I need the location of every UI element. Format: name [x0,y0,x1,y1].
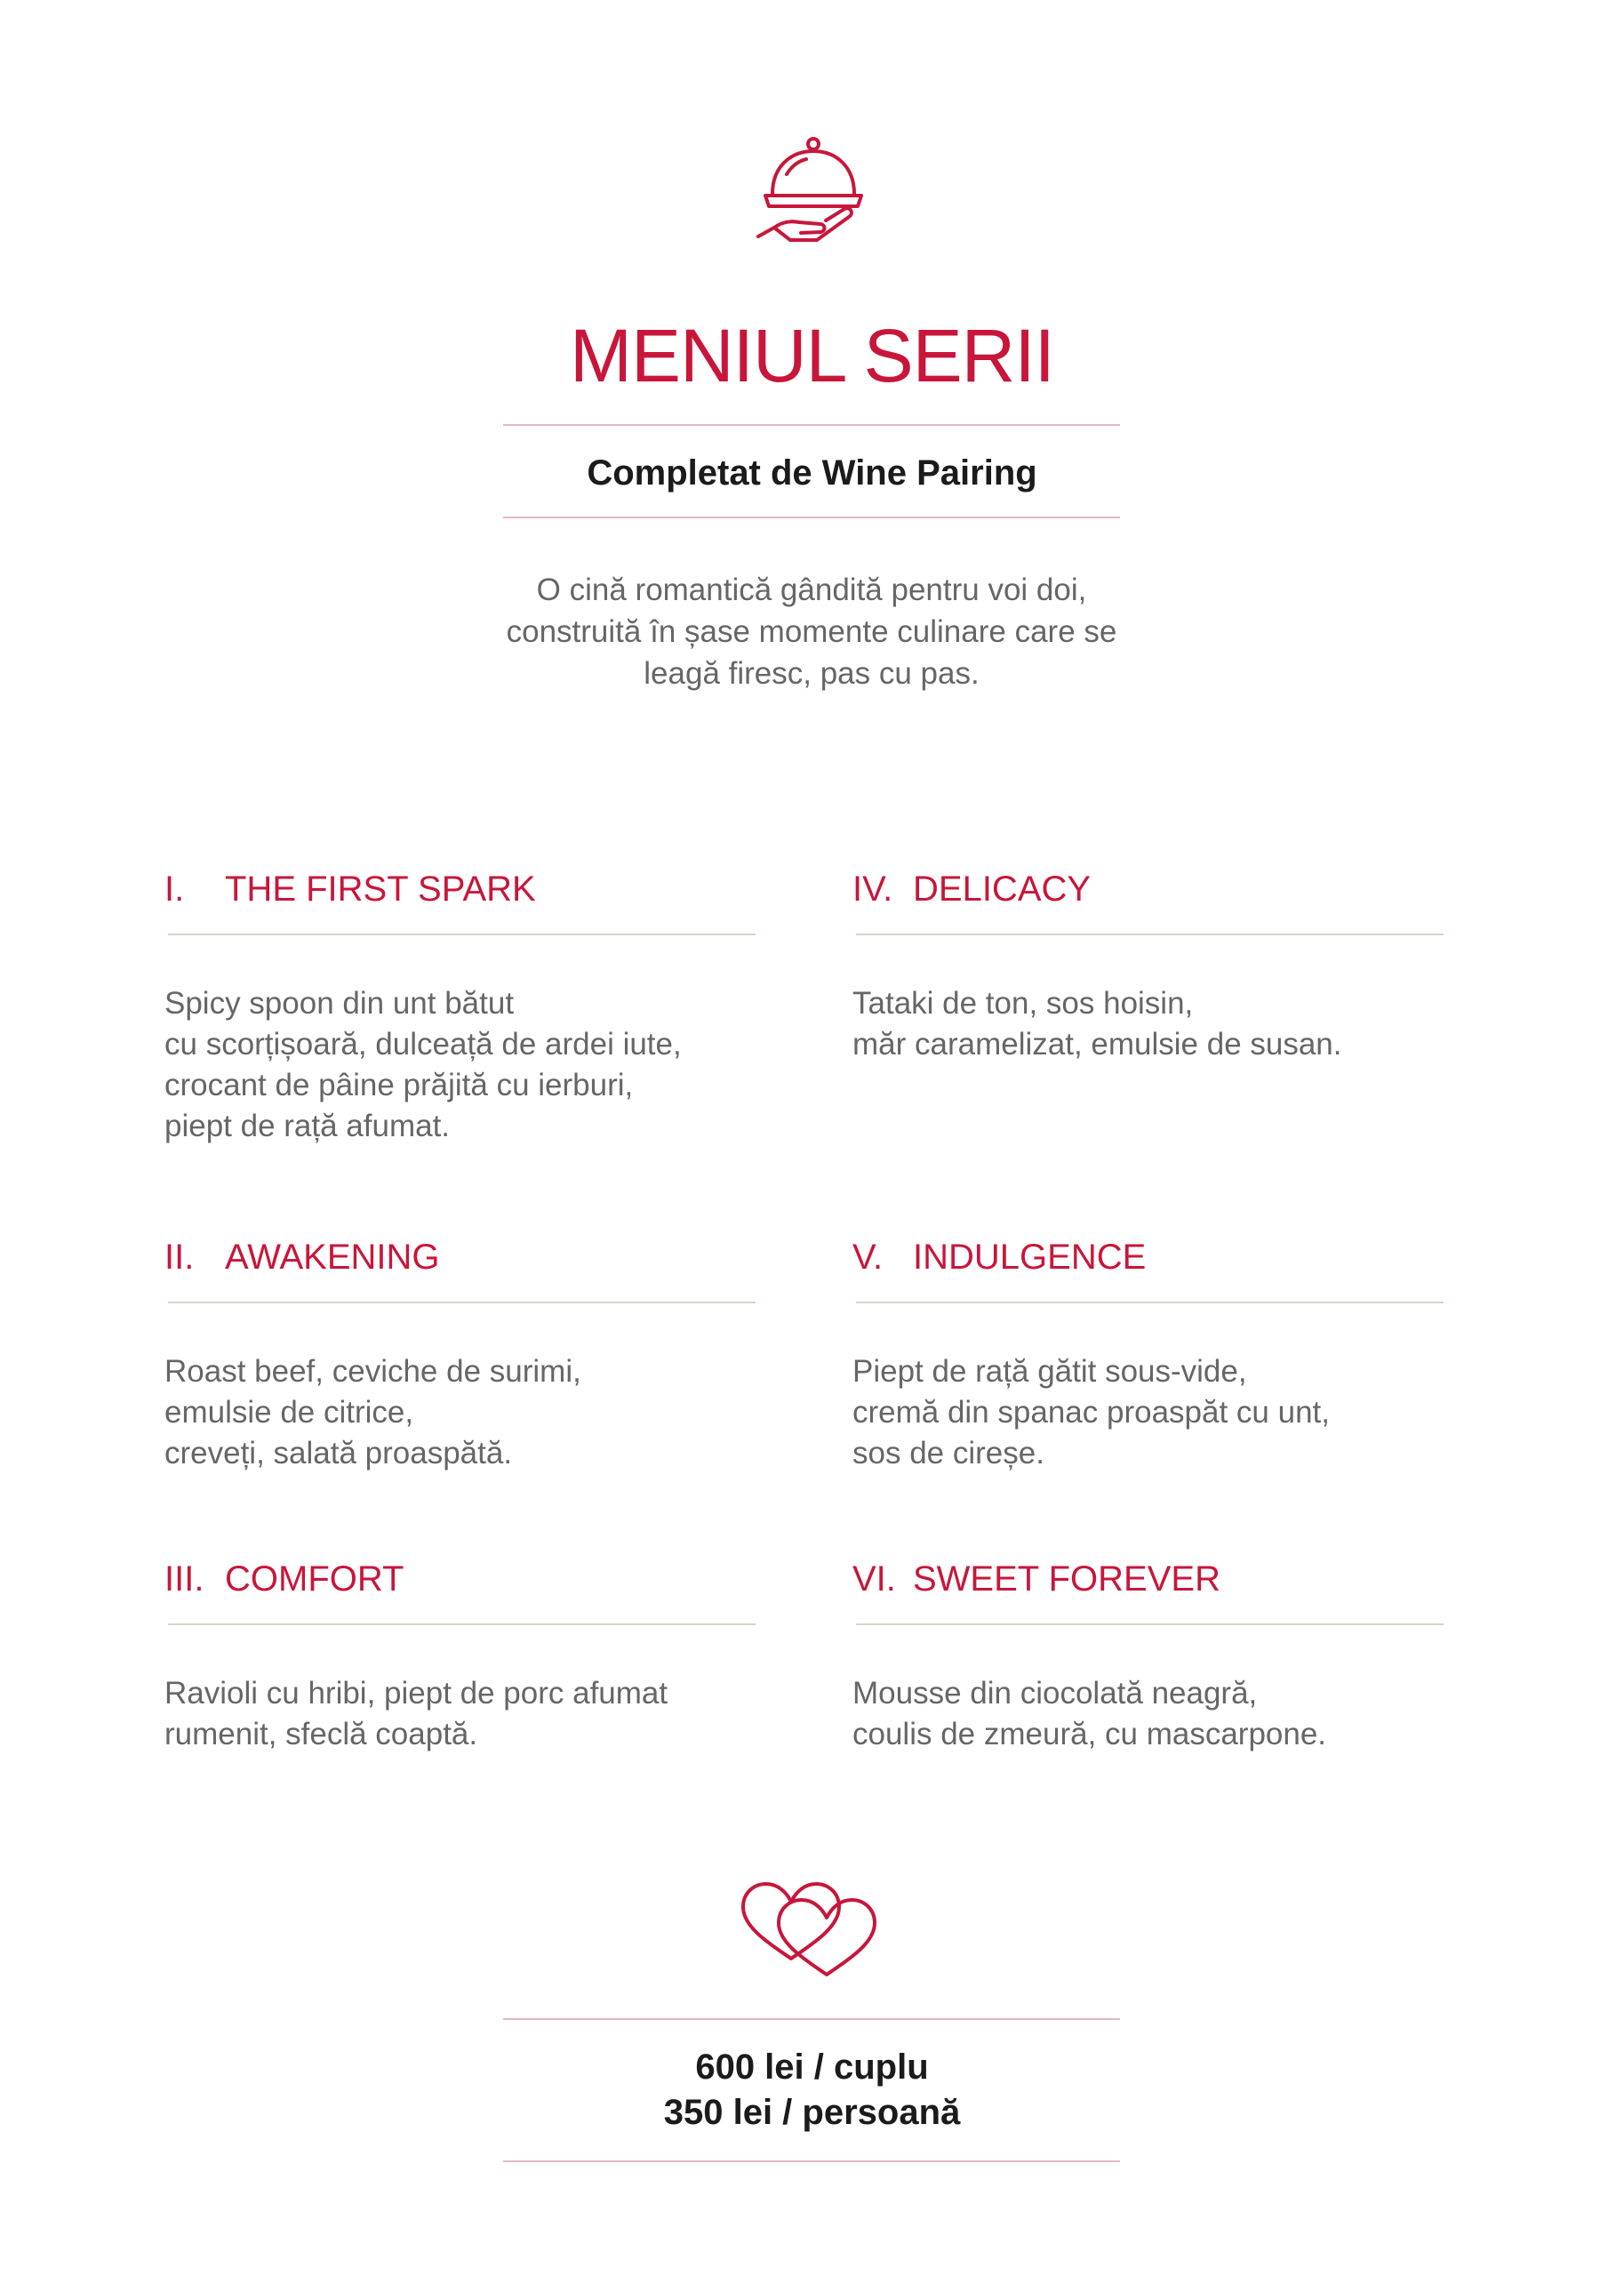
course-name: AWAKENING [225,1238,440,1277]
description-line: Tataki de ton, sos hoisin, [852,986,1194,1021]
course-number: IV. [852,870,893,909]
intro-line: leagă firesc, pas cu pas. [644,656,980,691]
description-line: crocant de pâine prăjită cu ierburi, [164,1068,634,1102]
course-description [852,1351,1444,1474]
course-number: V. [852,1238,884,1277]
course-heading [852,866,1444,912]
intro-line: construită în șase momente culinare care se [506,614,1117,649]
description-line: sos de cireșe. [852,1436,1044,1471]
description-line: rumenit, sfeclă coaptă. [164,1717,478,1751]
price-person: 350 lei / persoană [663,2093,961,2132]
price-couple: 600 lei / cuplu [695,2048,929,2087]
description-line: cremă din spanac proaspăt cu unt, [852,1395,1330,1430]
description-line: piept de rață afumat. [164,1109,451,1143]
description-line: Spicy spoon din unt bătut [164,986,515,1021]
course-name: INDULGENCE [913,1238,1147,1277]
subtitle: Completat de Wine Pairing [587,453,1037,493]
course-1 [164,866,756,1143]
course-6 [852,1556,1444,1751]
course-description [852,1673,1444,1755]
course-description [164,983,756,1147]
description-line: măr caramelizat, emulsie de susan. [852,1027,1342,1062]
course-name: DELICACY [913,870,1092,909]
course-name: THE FIRST SPARK [225,870,536,909]
cloche-serving-icon [755,135,870,244]
course-number: VI. [852,1559,896,1599]
description-line: Ravioli cu hribi, piept de porc afumat [164,1676,668,1711]
description-line: creveți, salată proaspătă. [164,1436,513,1471]
page-title: MENIUL SERII [570,314,1054,397]
course-heading [164,1556,756,1602]
course-5 [852,1234,1444,1471]
course-4 [852,866,1444,1062]
course-number: III. [164,1559,204,1599]
course-heading [164,866,756,912]
price-divider-top [503,2018,1120,2020]
description-line: Roast beef, ceviche de surimi, [164,1354,581,1389]
course-name: SWEET FOREVER [913,1559,1220,1599]
description-line: Piept de rață gătit sous-vide, [852,1354,1247,1389]
course-description [852,983,1444,1065]
course-divider [168,934,756,935]
title-divider-top [503,424,1120,426]
course-name: COMFORT [225,1559,404,1599]
title-divider-bottom [503,517,1120,518]
course-number: II. [164,1238,195,1277]
price-divider-bottom [503,2160,1120,2162]
course-divider [168,1302,756,1303]
course-description [164,1351,756,1474]
course-number: I. [164,870,185,909]
course-heading [164,1234,756,1280]
description-line: coulis de zmeură, cu mascarpone. [852,1717,1327,1751]
course-description [164,1673,756,1755]
intro-text [456,569,1167,694]
course-divider [856,1623,1444,1625]
course-2 [164,1234,756,1471]
course-3 [164,1556,756,1751]
two-hearts-icon [738,1880,884,1978]
course-divider [856,1302,1444,1303]
course-divider [168,1623,756,1625]
description-line: cu scorțișoară, dulceață de ardei iute, [164,1027,682,1062]
course-heading [852,1556,1444,1602]
course-heading [852,1234,1444,1280]
intro-line: O cină romantică gândită pentru voi doi, [536,573,1087,607]
description-line: Mousse din ciocolată neagră, [852,1676,1258,1711]
description-line: emulsie de citrice, [164,1395,414,1430]
course-divider [856,934,1444,935]
